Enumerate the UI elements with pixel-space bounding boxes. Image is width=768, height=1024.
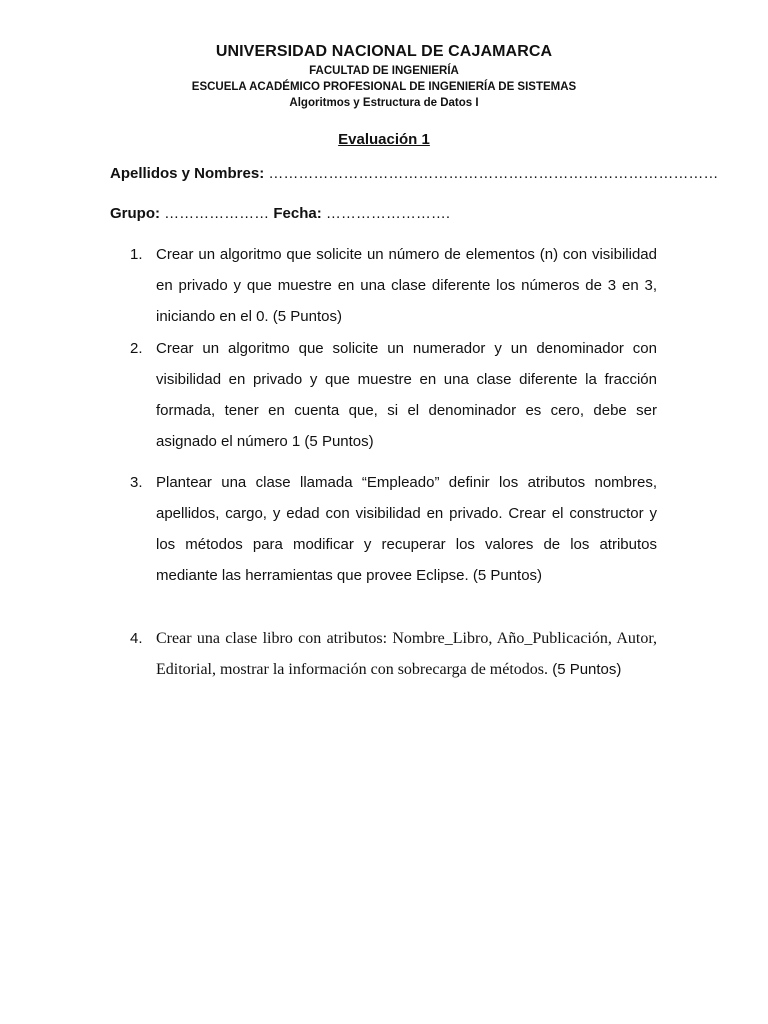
date-label: Fecha: bbox=[273, 205, 322, 222]
names-line bbox=[110, 165, 718, 182]
faculty-title: FACULTAD DE INGENIERÍA bbox=[309, 65, 459, 77]
question-text: Crear un algoritmo que solicite un numerador y un denominador con visibilidad en privado y que muestre en una clase diferente la fracción formada, tener en cuenta que, si el denominador es cero, debe ser asignado el número 1 (5 Puntos) bbox=[156, 340, 657, 450]
group-blank: ………………… bbox=[160, 205, 274, 222]
date-blank: ……………………. bbox=[321, 205, 451, 222]
course-title: Algoritmos y Estructura de Datos I bbox=[289, 97, 479, 109]
question-number: 1. bbox=[130, 246, 143, 263]
names-blank: ……………………………………………………………………………… bbox=[264, 165, 719, 182]
group-label: Grupo: bbox=[110, 205, 160, 222]
university-title: UNIVERSIDAD NACIONAL DE CAJAMARCA bbox=[215, 43, 553, 60]
question-number: 3. bbox=[130, 474, 143, 491]
question-text: Plantear una clase llamada “Empleado” definir los atributos nombres, apellidos, cargo, y edad con visibilidad en privado. Crear el constructor y los métodos para modificar y recuperar los valores de los atributos mediante las herramientas que provee Eclipse. (5 Puntos) bbox=[156, 474, 657, 584]
question-text: Crear una clase libro con atributos: Nombre_Libro, Año_Publicación, Autor, Editorial, mostrar la información con sobrecarga de métodos. bbox=[156, 630, 657, 678]
question-number: 4. bbox=[130, 630, 143, 647]
question-text: Crear un algoritmo que solicite un número de elementos (n) con visibilidad en privado y que muestre en una clase diferente los números de 3 en 3, iniciando en el 0. (5 Puntos) bbox=[156, 246, 657, 325]
school-title: ESCUELA ACADÉMICO PROFESIONAL DE INGENIERÍA DE SISTEMAS bbox=[191, 81, 577, 93]
question-points: (5 Puntos) bbox=[548, 661, 622, 678]
question-number: 2. bbox=[130, 340, 143, 357]
group-date-line bbox=[110, 205, 450, 222]
evaluation-title: Evaluación 1 bbox=[338, 131, 430, 148]
question-text-block bbox=[156, 623, 657, 685]
names-label: Apellidos y Nombres: bbox=[110, 165, 265, 182]
